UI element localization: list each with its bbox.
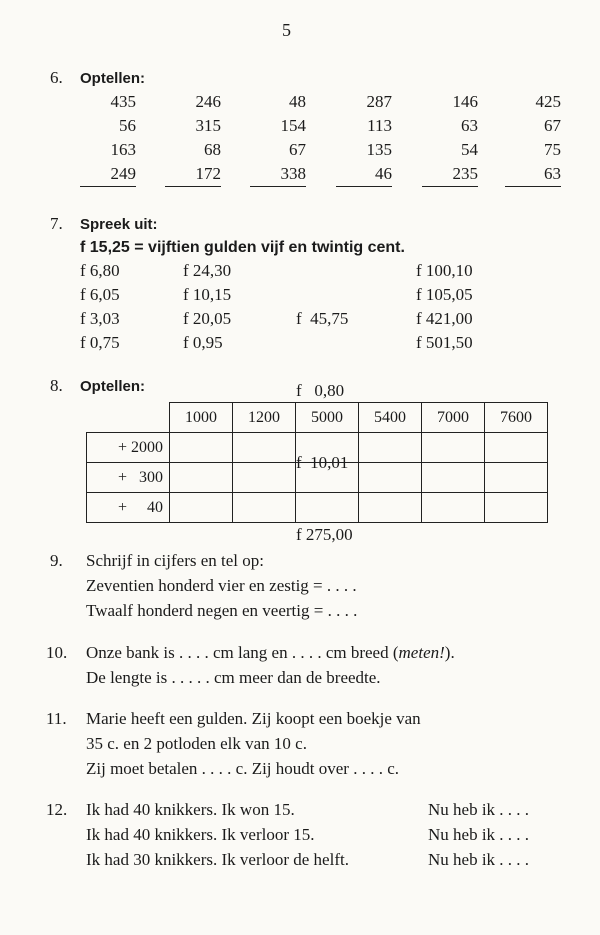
column-header: 7600	[485, 403, 548, 433]
answer-cell	[170, 463, 233, 493]
addend: 435	[110, 92, 136, 111]
exercise-number: 7.	[50, 214, 63, 233]
exercise-6-heading	[50, 66, 145, 91]
exercise-number: 12.	[46, 800, 68, 819]
exercise-11-line-1	[46, 706, 421, 731]
money-amount: f 20,05	[183, 309, 232, 328]
answer-cell	[485, 433, 548, 463]
exercise-9-line-3: Twaalf honderd negen en veertig = . . . .	[86, 601, 358, 620]
addend: 246	[195, 92, 221, 111]
exercise-12-line-2: Ik had 40 knikkers. Ik verloor 15.	[86, 825, 315, 844]
answer-cell	[170, 493, 233, 523]
table-row	[87, 493, 548, 523]
addend: 63	[505, 162, 561, 187]
money-amount: f 6,80	[80, 261, 120, 280]
table-row	[87, 463, 548, 493]
answer-cell	[296, 493, 359, 523]
answer-cell	[485, 463, 548, 493]
answer-cell	[170, 433, 233, 463]
money-amount: f 501,50	[416, 333, 473, 352]
sum-column	[80, 90, 136, 187]
exercise-number: 10.	[46, 643, 68, 662]
exercise-title: Optellen:	[80, 70, 146, 87]
table-row	[87, 433, 548, 463]
addend: 67	[289, 140, 306, 159]
addend: 67	[544, 116, 561, 135]
money-amount: f 275,00	[296, 525, 353, 544]
page-number: 5	[282, 20, 291, 40]
answer-cell	[485, 493, 548, 523]
exercise-8-heading	[50, 374, 145, 399]
exercise-text: ).	[444, 643, 455, 662]
exercise-12-answer-1: Nu heb ik . . . .	[428, 800, 530, 819]
money-amount: f 100,10	[416, 261, 473, 280]
answer-cell	[233, 463, 296, 493]
row-header: + 40	[87, 493, 170, 523]
exercise-number: 9.	[50, 551, 63, 570]
answer-cell	[359, 433, 422, 463]
exercise-7-heading	[50, 212, 158, 237]
exercise-number: 6.	[50, 68, 63, 87]
addend: 54	[461, 140, 478, 159]
answer-cell	[233, 433, 296, 463]
answer-cell	[359, 463, 422, 493]
exercise-text: Ik had 40 knikkers. Ik won 15.	[86, 800, 295, 819]
sum-column	[250, 90, 306, 187]
addition-table	[86, 402, 548, 523]
row-header: + 300	[87, 463, 170, 493]
exercise-10-line-1	[46, 640, 455, 665]
money-amount: f 24,30	[183, 261, 232, 280]
sum-column	[165, 90, 221, 187]
exercise-12-answer-2: Nu heb ik . . . .	[428, 825, 530, 844]
money-amount: f 105,05	[416, 285, 473, 304]
exercise-7-example: f 15,25 = vijftien gulden vijf en twintig cent.	[80, 239, 405, 256]
addend: 249	[80, 162, 136, 187]
answer-cell	[296, 433, 359, 463]
column-header: 1200	[233, 403, 296, 433]
addend: 75	[544, 140, 561, 159]
column-header: 5400	[359, 403, 422, 433]
money-amount: f 6,05	[80, 285, 120, 304]
exercise-11-line-3: Zij moet betalen . . . . c. Zij houdt over . . . . c.	[86, 759, 400, 778]
exercise-12-answer-3: Nu heb ik . . . .	[428, 850, 530, 869]
sum-column	[505, 90, 561, 187]
money-amount: f 10,15	[183, 285, 232, 304]
row-header: + 2000	[87, 433, 170, 463]
sum-column	[336, 90, 392, 187]
money-column	[183, 259, 231, 355]
exercise-text: Schrijf in cijfers en tel op:	[86, 551, 264, 570]
addend: 63	[461, 116, 478, 135]
exercise-number: 11.	[46, 709, 67, 728]
answer-cell	[296, 463, 359, 493]
money-amount: f 421,00	[416, 309, 473, 328]
addend: 68	[204, 140, 221, 159]
money-amount: f 45,75	[296, 309, 349, 328]
money-amount: f 10,01	[296, 453, 349, 472]
addend: 315	[195, 116, 221, 135]
answer-cell	[359, 493, 422, 523]
column-header: 7000	[422, 403, 485, 433]
answer-cell	[422, 493, 485, 523]
addend: 135	[366, 140, 392, 159]
column-header: 5000	[296, 403, 359, 433]
exercise-number: 8.	[50, 376, 63, 395]
exercise-10-line-2: De lengte is . . . . . cm meer dan de breedte.	[86, 668, 381, 687]
money-column	[80, 259, 120, 355]
addend: 46	[336, 162, 392, 187]
answer-cell	[422, 433, 485, 463]
table-header-row	[87, 403, 548, 433]
emphasis-text: meten!	[398, 643, 445, 662]
exercise-9-line-1	[50, 548, 264, 573]
exercise-11-line-2: 35 c. en 2 potloden elk van 10 c.	[86, 734, 307, 753]
money-amount: f 0,80	[296, 381, 345, 400]
money-amount: f 3,03	[80, 309, 120, 328]
answer-cell	[422, 463, 485, 493]
exercise-9-line-2: Zeventien honderd vier en zestig = . . . .	[86, 576, 357, 595]
addend: 113	[367, 116, 392, 135]
exercise-12-line-1	[46, 797, 295, 822]
exercise-title: Spreek uit:	[80, 216, 158, 233]
addend: 338	[250, 162, 306, 187]
table-corner	[87, 403, 170, 433]
addend: 425	[535, 92, 561, 111]
sum-column	[422, 90, 478, 187]
addend: 172	[165, 162, 221, 187]
addend: 146	[452, 92, 478, 111]
exercise-text: Marie heeft een gulden. Zij koopt een boekje van	[86, 709, 421, 728]
answer-cell	[233, 493, 296, 523]
exercise-12-line-3: Ik had 30 knikkers. Ik verloor de helft.	[86, 850, 349, 869]
addend: 163	[110, 140, 136, 159]
money-amount: f 0,95	[183, 333, 223, 352]
exercise-text: Onze bank is . . . . cm lang en . . . . cm breed (	[86, 643, 399, 662]
exercise-title: Optellen:	[80, 378, 146, 395]
addend: 287	[366, 92, 392, 111]
addend: 235	[422, 162, 478, 187]
money-column	[416, 259, 473, 355]
addend: 56	[119, 116, 136, 135]
column-header: 1000	[170, 403, 233, 433]
money-amount: f 0,75	[80, 333, 120, 352]
addend: 154	[280, 116, 306, 135]
addend: 48	[289, 92, 306, 111]
